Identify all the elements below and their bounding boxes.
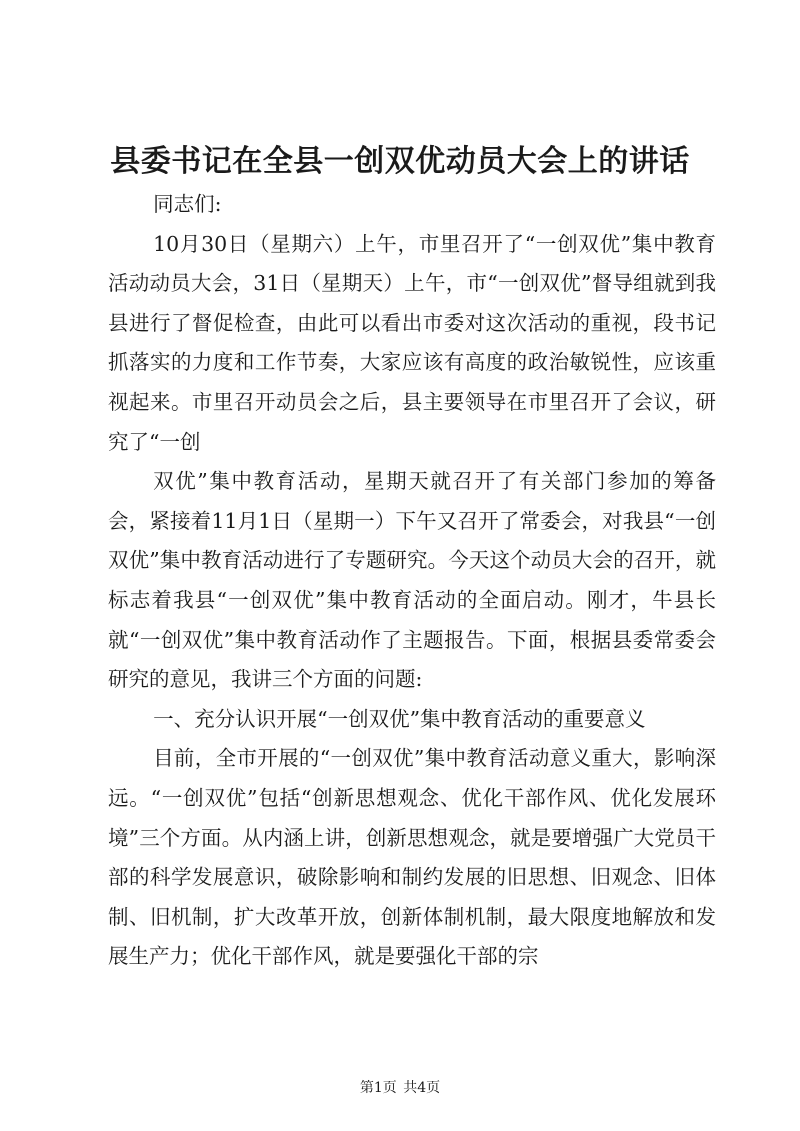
- body-paragraph: 10月30日（星期六）上午，市里召开了“一创双优”集中教育活动动员大会，31日（星期天）上午，市“一创双优”督导组就到我县进行了督促检查，由此可以看出市委对这次活动的重视，段书记抓落实的力度和工作节奏，大家应该有高度的政治敏锐性，应该重视起来。市里召开动员会之后，县主要领导在市里召开了会议，研究了“一创: [108, 231, 716, 454]
- body-paragraph: 目前，全市开展的“一创双优”集中教育活动意义重大，影响深远。“一创双优”包括“创新思想观念、优化干部作风、优化发展环境”三个方面。从内涵上讲，创新思想观念，就是要增强广大党员干部的科学发展意识，破除影响和制约发展的旧思想、旧观念、旧体制、旧机制，扩大改革开放，创新体制机制，最大限度地解放和发展生产力；优化干部作风，就是要强化干部的宗: [108, 746, 716, 969]
- section-heading: 一、充分认识开展“一创双优”集中教育活动的重要意义: [153, 706, 646, 731]
- salutation-paragraph: 同志们:: [153, 192, 222, 216]
- body-paragraph: 双优”集中教育活动，星期天就召开了有关部门参加的筹备会，紧接着11月1日（星期一）下午又召开了常委会，对我县“一创双优”集中教育活动进行了专题研究。今天这个动员大会的召开，就标志着我县“一创双优”集中教育活动的全面启动。刚才，牛县长就“一创双优”集中教育活动作了主题报告。下面，根据县委常委会研究的意见，我讲三个方面的问题:: [108, 469, 716, 692]
- document-body: [108, 185, 716, 977]
- page-number-footer: 第1页 共4页: [359, 1080, 441, 1096]
- document-title: 县委书记在全县一创双优动员大会上的讲话: [110, 144, 690, 179]
